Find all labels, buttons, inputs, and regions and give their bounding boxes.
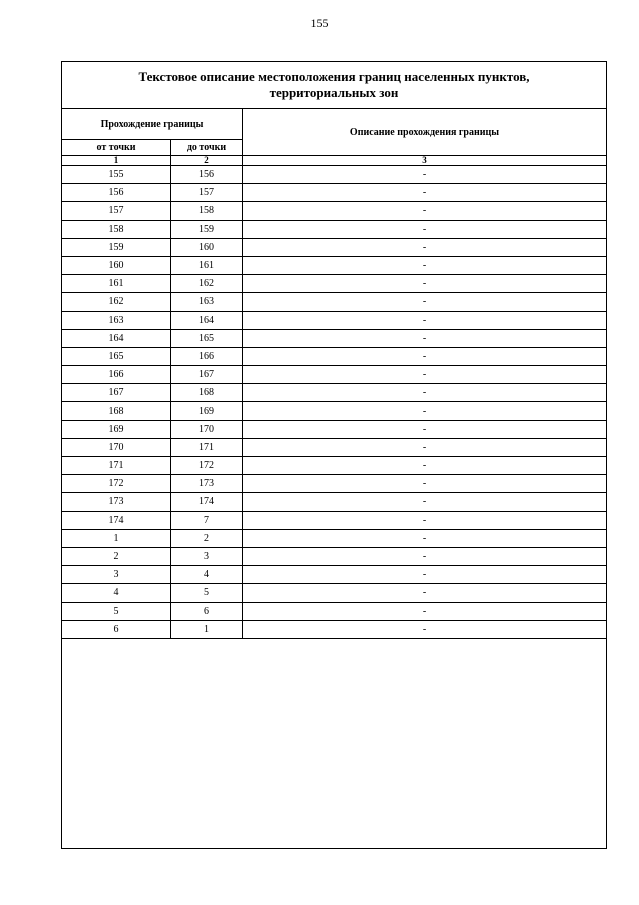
table-row xyxy=(62,529,607,547)
table-row xyxy=(62,475,607,493)
description-cell: - xyxy=(243,202,607,220)
from-point-cell: 165 xyxy=(62,347,171,365)
from-point-cell: 1 xyxy=(62,529,171,547)
table-row xyxy=(62,220,607,238)
to-point-cell: 160 xyxy=(171,238,243,256)
description-cell: - xyxy=(243,584,607,602)
to-point-cell: 167 xyxy=(171,366,243,384)
table-row xyxy=(62,493,607,511)
from-point-cell: 173 xyxy=(62,493,171,511)
table-row xyxy=(62,584,607,602)
column-number: 2 xyxy=(171,156,243,166)
from-point-cell: 3 xyxy=(62,566,171,584)
description-cell: - xyxy=(243,402,607,420)
description-cell: - xyxy=(243,493,607,511)
to-point-cell: 172 xyxy=(171,457,243,475)
to-point-cell: 171 xyxy=(171,438,243,456)
description-cell: - xyxy=(243,366,607,384)
from-point-cell: 156 xyxy=(62,184,171,202)
description-cell: - xyxy=(243,457,607,475)
description-cell: - xyxy=(243,511,607,529)
to-point-cell: 170 xyxy=(171,420,243,438)
to-point-cell: 161 xyxy=(171,256,243,274)
from-point-cell: 161 xyxy=(62,275,171,293)
to-point-cell: 5 xyxy=(171,584,243,602)
table-row xyxy=(62,566,607,584)
table-row xyxy=(62,238,607,256)
from-point-cell: 159 xyxy=(62,238,171,256)
from-point-cell: 164 xyxy=(62,329,171,347)
description-cell: - xyxy=(243,293,607,311)
table-row xyxy=(62,202,607,220)
title-line-1: Текстовое описание местоположения границ населенных пунктов, xyxy=(138,69,530,84)
from-point-cell: 171 xyxy=(62,457,171,475)
description-header: Описание прохождения границы xyxy=(243,109,607,156)
table-row xyxy=(62,166,607,184)
column-number: 1 xyxy=(62,156,171,166)
to-point-cell: 1 xyxy=(171,620,243,638)
description-cell: - xyxy=(243,420,607,438)
from-point-cell: 163 xyxy=(62,311,171,329)
from-point-cell: 160 xyxy=(62,256,171,274)
from-point-cell: 6 xyxy=(62,620,171,638)
from-point-cell: 2 xyxy=(62,547,171,565)
to-point-cell: 173 xyxy=(171,475,243,493)
description-cell: - xyxy=(243,256,607,274)
to-point-cell: 166 xyxy=(171,347,243,365)
table-row xyxy=(62,420,607,438)
table-row xyxy=(62,311,607,329)
to-point-cell: 174 xyxy=(171,493,243,511)
boundary-table xyxy=(61,109,607,639)
table-row xyxy=(62,184,607,202)
table-row xyxy=(62,402,607,420)
description-cell: - xyxy=(243,475,607,493)
table-row xyxy=(62,293,607,311)
to-point-cell: 2 xyxy=(171,529,243,547)
from-point-cell: 155 xyxy=(62,166,171,184)
document-frame xyxy=(61,61,607,849)
to-point-cell: 3 xyxy=(171,547,243,565)
table-row xyxy=(62,457,607,475)
description-cell: - xyxy=(243,184,607,202)
to-point-cell: 169 xyxy=(171,402,243,420)
group-header: Прохождение границы xyxy=(62,109,243,140)
from-point-cell: 162 xyxy=(62,293,171,311)
table-row xyxy=(62,329,607,347)
from-point-header: от точки xyxy=(62,140,171,156)
page-number: 155 xyxy=(310,16,329,30)
description-cell: - xyxy=(243,220,607,238)
document-title xyxy=(62,62,606,109)
to-point-cell: 164 xyxy=(171,311,243,329)
table-row xyxy=(62,366,607,384)
to-point-cell: 168 xyxy=(171,384,243,402)
to-point-cell: 162 xyxy=(171,275,243,293)
description-cell: - xyxy=(243,329,607,347)
to-point-cell: 4 xyxy=(171,566,243,584)
column-number: 3 xyxy=(243,156,607,166)
from-point-cell: 5 xyxy=(62,602,171,620)
description-cell: - xyxy=(243,566,607,584)
to-point-header: до точки xyxy=(171,140,243,156)
from-point-cell: 157 xyxy=(62,202,171,220)
from-point-cell: 172 xyxy=(62,475,171,493)
to-point-cell: 6 xyxy=(171,602,243,620)
table-body xyxy=(62,166,607,639)
description-cell: - xyxy=(243,438,607,456)
table-row xyxy=(62,384,607,402)
from-point-cell: 169 xyxy=(62,420,171,438)
table-row xyxy=(62,256,607,274)
description-cell: - xyxy=(243,384,607,402)
table-row xyxy=(62,511,607,529)
table-row xyxy=(62,547,607,565)
from-point-cell: 167 xyxy=(62,384,171,402)
table-row xyxy=(62,275,607,293)
table-row xyxy=(62,438,607,456)
table-row xyxy=(62,620,607,638)
from-point-cell: 4 xyxy=(62,584,171,602)
description-cell: - xyxy=(243,547,607,565)
title-line-2: территориальных зон xyxy=(269,85,399,100)
description-cell: - xyxy=(243,311,607,329)
to-point-cell: 157 xyxy=(171,184,243,202)
description-cell: - xyxy=(243,620,607,638)
description-cell: - xyxy=(243,238,607,256)
description-cell: - xyxy=(243,347,607,365)
from-point-cell: 170 xyxy=(62,438,171,456)
to-point-cell: 156 xyxy=(171,166,243,184)
table-row xyxy=(62,347,607,365)
table-row xyxy=(62,602,607,620)
to-point-cell: 158 xyxy=(171,202,243,220)
description-cell: - xyxy=(243,275,607,293)
to-point-cell: 165 xyxy=(171,329,243,347)
description-cell: - xyxy=(243,602,607,620)
description-cell: - xyxy=(243,529,607,547)
from-point-cell: 174 xyxy=(62,511,171,529)
to-point-cell: 163 xyxy=(171,293,243,311)
from-point-cell: 166 xyxy=(62,366,171,384)
description-cell: - xyxy=(243,166,607,184)
to-point-cell: 159 xyxy=(171,220,243,238)
to-point-cell: 7 xyxy=(171,511,243,529)
from-point-cell: 168 xyxy=(62,402,171,420)
from-point-cell: 158 xyxy=(62,220,171,238)
